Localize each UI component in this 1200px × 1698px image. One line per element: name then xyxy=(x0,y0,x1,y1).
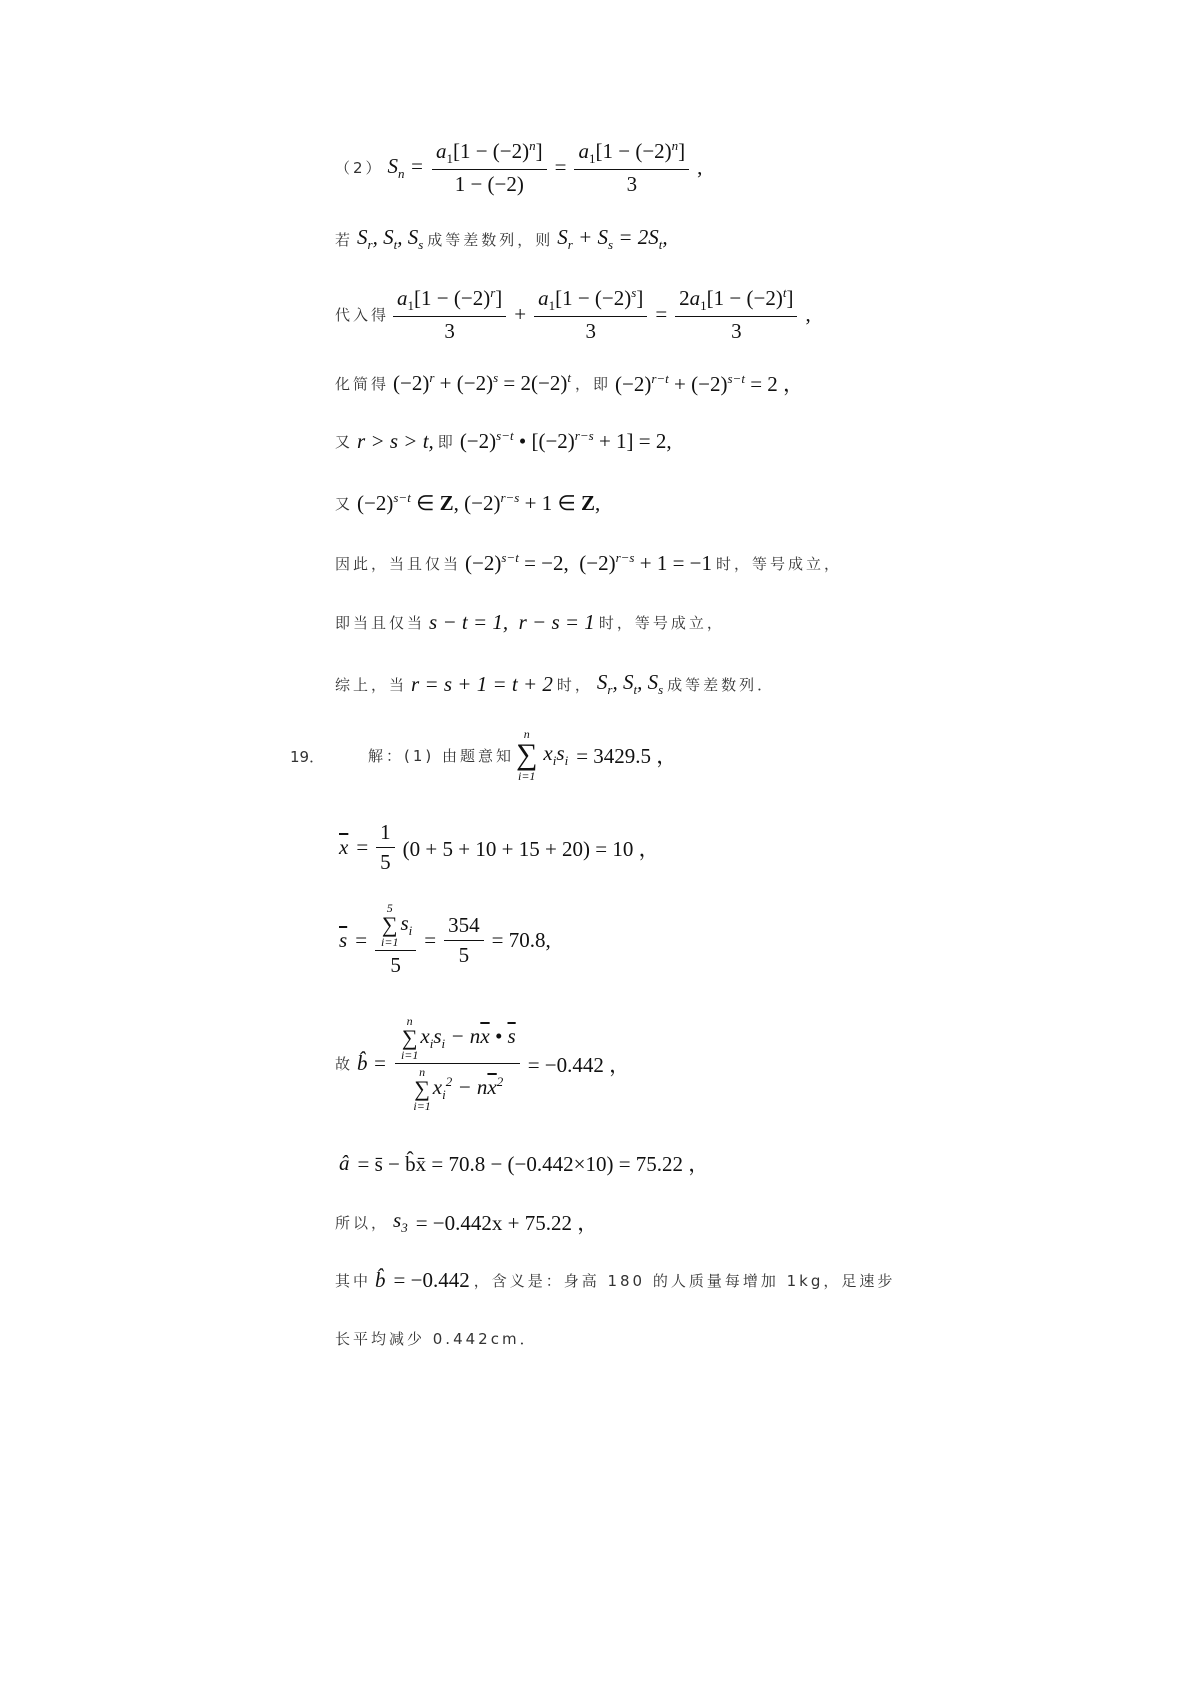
text: 化简得 xyxy=(335,374,390,393)
bhat-value: = −0.442 xyxy=(393,1268,470,1292)
line-substitute: 代入得 $\frac{a_1[1 - (-2)^r]}{3}$ + $\frac{a_1[1 - (-2)^s]}{3}$ = $\frac{2a_1[1 - (-2)^t]}{3}$ , xyxy=(335,285,811,344)
text: 即 xyxy=(437,432,456,451)
text: 时， xyxy=(556,675,593,694)
text: 若 xyxy=(335,230,354,249)
line-ahat: â = s̄ − b̂x̄ = 70.8 − (−0.442×10) = 75.22 ， xyxy=(335,1148,713,1178)
text: 成等差数列． xyxy=(667,675,776,694)
text: 代入得 xyxy=(335,306,390,325)
xbar-value: (0 + 5 + 10 + 15 + 20) = 10 ， xyxy=(402,836,660,861)
text: 其中 xyxy=(335,1272,372,1290)
sbar-denominator: 5 xyxy=(458,942,470,967)
text: 时，等号成立， xyxy=(716,554,843,573)
bhat-result: = −0.442 ， xyxy=(527,1052,631,1077)
line-bhat: 故 b̂ = n ∑ i=1 $x_is_i - n\overline{x}$ • $\overline{s}$ n ∑ i=1 $x_i^2 - n\overline{x}^2$ = −0.442 ， xyxy=(335,1014,631,1113)
line-meaning: 其中 b̂ = −0.442 ，含义是：身高 180 的人质量每增加 1kg，足速步 xyxy=(335,1268,896,1292)
line-inequality: 又 r > s > t, 即 $(-2)^{s-t}$ • $[(-2)^{r-s} + 1] = 2$, xyxy=(335,428,672,453)
line-xbar: $\overline{x}$ = $\frac{1}{5}$ (0 + 5 + 10 + 15 + 20) = 10 ， xyxy=(339,820,660,874)
question-number: 19． xyxy=(290,748,325,766)
text: 即当且仅当 xyxy=(335,614,426,632)
line-sn-formula: （2） $S_n$ = $\frac{a_1[1 - (-2)^n]}{1 - (-2)}$ = $\frac{a_1[1 - (-2)^n]}{3}$ , xyxy=(335,138,703,197)
fraction-1: $\frac{a_1[1 - (-2)^n]}{1 - (-2)}$ xyxy=(432,138,547,197)
sbar-result: = 70.8, xyxy=(491,927,551,952)
text: 长平均减少 0.442cm． xyxy=(335,1330,538,1348)
text: 时，等号成立， xyxy=(598,614,725,632)
line-conclusion: 综上，当 r = s + 1 = t + 2 时， $S_r$, $S_t$, $S_s$ 成等差数列． xyxy=(335,670,776,698)
line-simplify: 化简得 $(-2)^r + (-2)^s = 2(-2)^t$ ，即 $(-2)^{r-t} + (-2)^{s-t} = 2$ ， xyxy=(335,370,805,396)
text: 又 xyxy=(335,432,354,451)
fraction-2: $\frac{a_1[1 - (-2)^n]}{3}$ xyxy=(574,138,689,197)
text: 综上，当 xyxy=(335,675,408,694)
text: 又 xyxy=(335,494,354,513)
part-label: （2） xyxy=(335,159,384,178)
line-integers: 又 $(-2)^{s-t}$ ∈ Z, $(-2)^{r-s} + 1$ ∈ Z, xyxy=(335,490,601,515)
line-sbar: $\overline{s}$ = 5 ∑ i=1 $s_i$ 5 = $\frac{354}{5}$ = 70.8, xyxy=(339,901,551,977)
text: 成等差数列，则 xyxy=(427,230,554,249)
line-equality-cond-2: 即当且仅当 s − t = 1, r − s = 1 时，等号成立， xyxy=(335,610,725,634)
text: 解：(1) 由题意知 xyxy=(368,746,515,765)
text: ，含义是：身高 180 的人质量每增加 1kg，足速步 xyxy=(473,1272,896,1290)
text: ，即 xyxy=(574,374,611,393)
line-meaning-2 xyxy=(335,1328,538,1349)
regression-eq: = −0.442x + 75.22 ， xyxy=(415,1211,599,1235)
text: 因此，当且仅当 xyxy=(335,554,462,573)
sbar-numerator: 354 xyxy=(444,913,484,941)
line-equality-cond: 因此，当且仅当 $(-2)^{s-t} = -2$, $(-2)^{r-s} + 1 = -1$ 时，等号成立， xyxy=(335,550,843,575)
sum-value: = 3429.5 ， xyxy=(576,744,678,768)
ahat-expr: = s̄ − b̂x̄ = 70.8 − (−0.442×10) = 75.22 ， xyxy=(357,1152,710,1176)
line-arithmetic-condition: 若 $S_r$, $S_t$, $S_s$ 成等差数列，则 $S_r + S_s = 2S_t$, xyxy=(335,225,668,253)
text: 故 xyxy=(335,1055,354,1073)
line-regression: 所以， $s_3$ = −0.442x + 75.22 ， xyxy=(335,1207,599,1236)
line-q19-sum: 解：(1) 由题意知 n ∑ i=1 $x_is_i$ = 3429.5 ， xyxy=(368,727,678,783)
text: 所以， xyxy=(335,1213,390,1232)
